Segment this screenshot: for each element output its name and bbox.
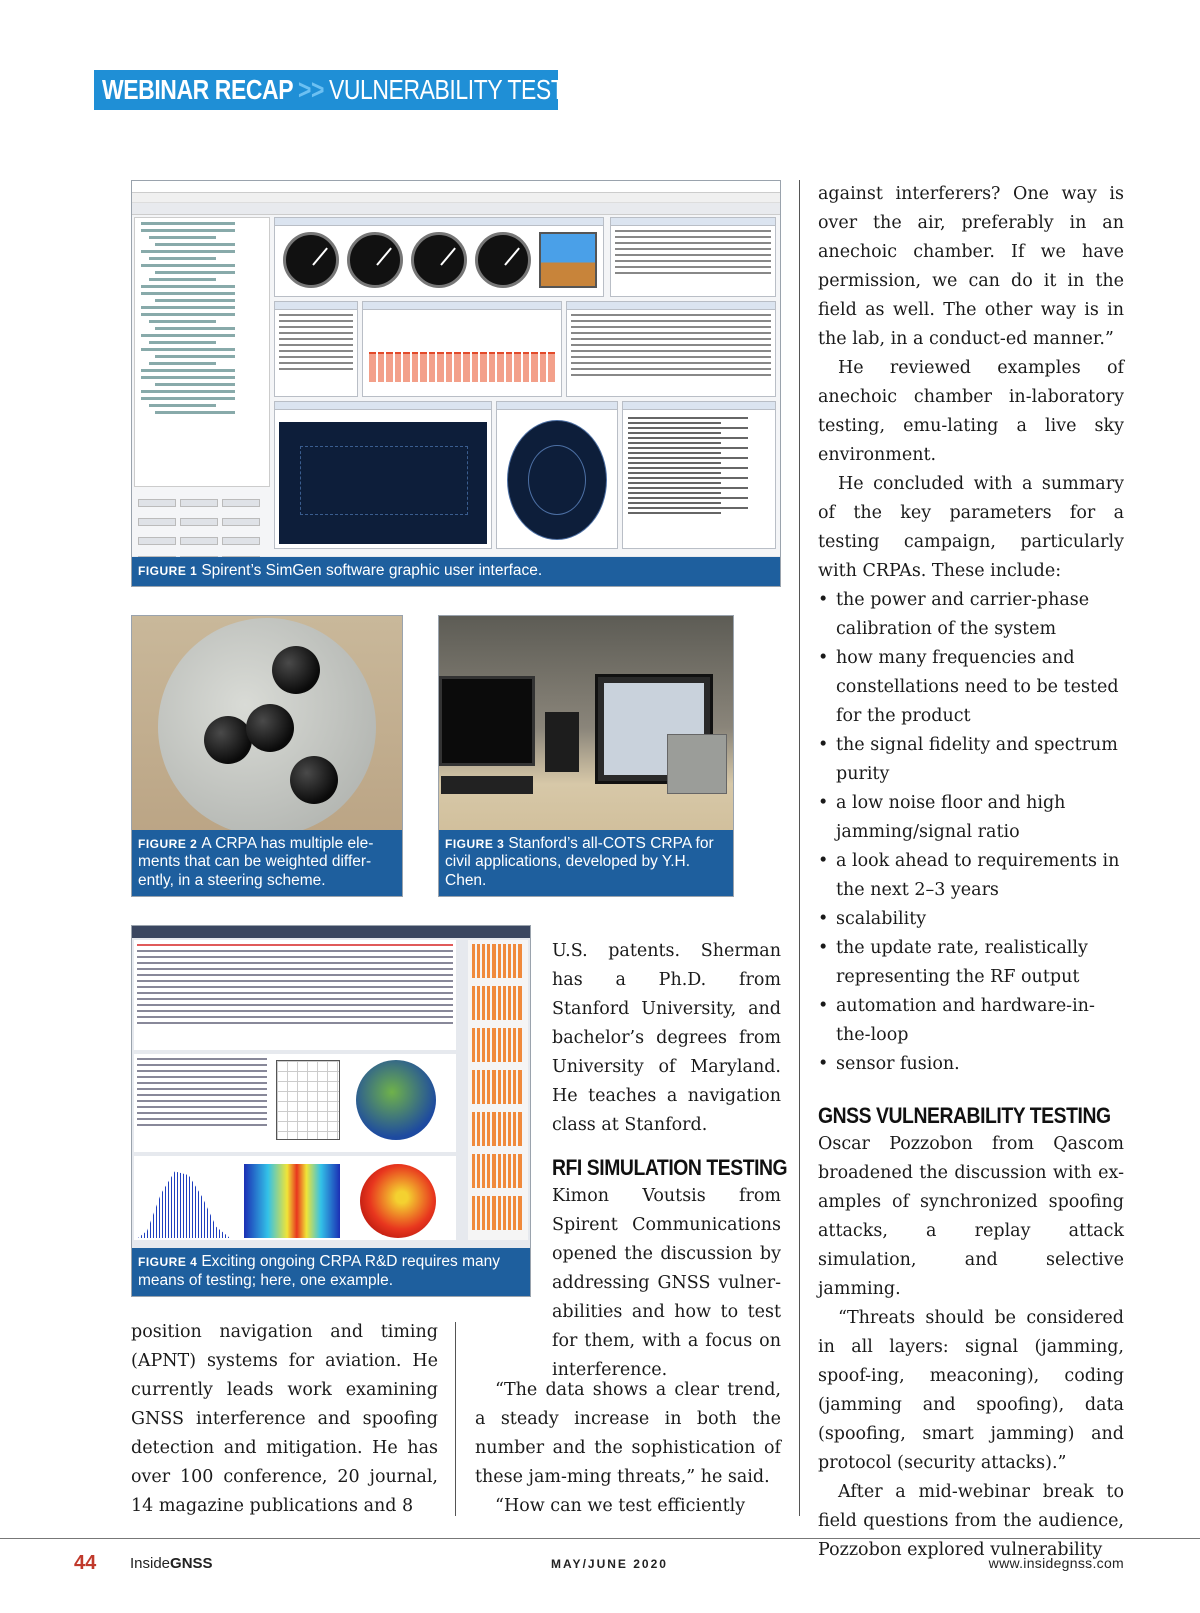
list-item: • scalability xyxy=(818,905,1124,934)
footer-brand: InsideGNSS xyxy=(130,1555,213,1572)
footer-rule xyxy=(0,1538,1200,1539)
interferers-paragraph: against interferers? One way is over the air, preferably in an anechoic chamber. If we have permission, we can do it in the field as well. The other way is in the lab, in a conduct-ed manner.” xyxy=(818,184,1124,349)
summary-paragraph: He concluded with a summary of the key parameters for a testing campaign, particularly with CRPAs. These include: xyxy=(818,474,1124,581)
list-item: • the update rate, realistically representing the RF output xyxy=(818,934,1124,992)
header-banner xyxy=(94,70,605,110)
footer-url[interactable]: www.insidegnss.com xyxy=(988,1555,1124,1571)
list-item: • a low noise floor and high jamming/signal ratio xyxy=(818,789,1124,847)
figure-4-caption: FIGURE 4 Exciting ongoing CRPA R&D requires many means of testing; here, one example. xyxy=(132,1248,530,1296)
header-category: WEBINAR RECAP xyxy=(102,74,294,105)
pozzobon-paragraph: Oscar Pozzobon from Qascom broadened the discussion with ex-amples of synchronized spoofing attacks, a replay attack simulation, and selective jamming. xyxy=(818,1134,1124,1299)
simgen-screenshot xyxy=(132,181,780,556)
data-trend-quote: “The data shows a clear trend, a steady increase in both the number and the sophistication of these jam-ming threats,” he said. xyxy=(475,1380,781,1487)
list-item: • how many frequencies and constellations need to be tested for the product xyxy=(818,644,1124,731)
header-section: VULNERABILITY TESTING xyxy=(328,74,605,105)
voutsis-paragraph-start: Kimon Voutsis from Spirent Communications opened the discussion by addressing GNSS vulner-abilities and how to test for them, with a focus on interference. xyxy=(552,1186,781,1380)
column-middle-lower xyxy=(475,1376,781,1521)
key-parameters-list xyxy=(818,586,1124,1079)
list-item: • a look ahead to requirements in the next 2–3 years xyxy=(818,847,1124,905)
column-right xyxy=(818,180,1124,1565)
list-item: • the power and carrier-phase calibration of the system xyxy=(818,586,1124,644)
figure-3-caption: FIGURE 3 Stanford’s all-COTS CRPA for civil applications, developed by Y.H. Chen. xyxy=(439,830,733,897)
figure-4 xyxy=(131,925,531,1297)
column-rule-right xyxy=(799,180,800,1516)
apnt-paragraph: position navigation and timing (APNT) systems for aviation. He currently leads work examining GNSS interference and spoofing detection and mitigation. He has over 100 conference, 20 journal, 14 magazine publications and 8 xyxy=(131,1322,438,1516)
figure-2 xyxy=(131,615,403,897)
figure-1 xyxy=(131,180,781,587)
figure-1-caption: FIGURE 1 Spirent’s SimGen software graphic user interface. xyxy=(132,557,780,587)
rfi-subhead: RFI SIMULATION TESTING xyxy=(552,1155,788,1180)
list-item: • sensor fusion. xyxy=(818,1050,1124,1079)
figure-3 xyxy=(438,615,734,897)
page-number: 44 xyxy=(74,1552,97,1574)
figure-4-data-table xyxy=(134,940,456,1050)
gnss-vulnerability-subhead: GNSS VULNERABILITY TESTING xyxy=(818,1103,1111,1128)
spectrum-plot xyxy=(138,1164,230,1238)
column-middle-upper xyxy=(552,937,788,1385)
anechoic-paragraph: He reviewed examples of anechoic chamber in-laboratory testing, emu-lating a live sky environment. xyxy=(818,358,1124,465)
figure-2-caption: FIGURE 2 A CRPA has multiple ele-ments that can be weighted differ-ently, in a steering scheme. xyxy=(132,830,402,897)
threats-quote: “Threats should be considered in all layers: signal (jamming, spoof-ing, meaconing), coding (jamming and spoofing), data (spoofing, smart jamming) and protocol (security attacks).” xyxy=(818,1308,1124,1473)
footer-issue: MAY/JUNE 2020 xyxy=(551,1557,668,1571)
list-item: • automation and hardware-in-the-loop xyxy=(818,992,1124,1050)
column-left-bottom xyxy=(131,1318,438,1521)
column-rule-bottom xyxy=(455,1322,456,1516)
header-separator: >> xyxy=(298,74,325,105)
list-item: • the signal fidelity and spectrum purity xyxy=(818,731,1124,789)
sherman-bio-paragraph: U.S. patents. Sherman has a Ph.D. from Stanford University, and bachelor’s degrees from University of Maryland. He teaches a navigation class at Stanford. xyxy=(552,941,781,1135)
test-efficiently-quote: “How can we test efficiently xyxy=(495,1496,746,1516)
polar-plot xyxy=(360,1164,436,1238)
mid-webinar-paragraph: After a mid-webinar break to field questions from the audience, Pozzobon explored vulnerability xyxy=(818,1482,1124,1560)
heatmap-plot xyxy=(244,1164,340,1238)
